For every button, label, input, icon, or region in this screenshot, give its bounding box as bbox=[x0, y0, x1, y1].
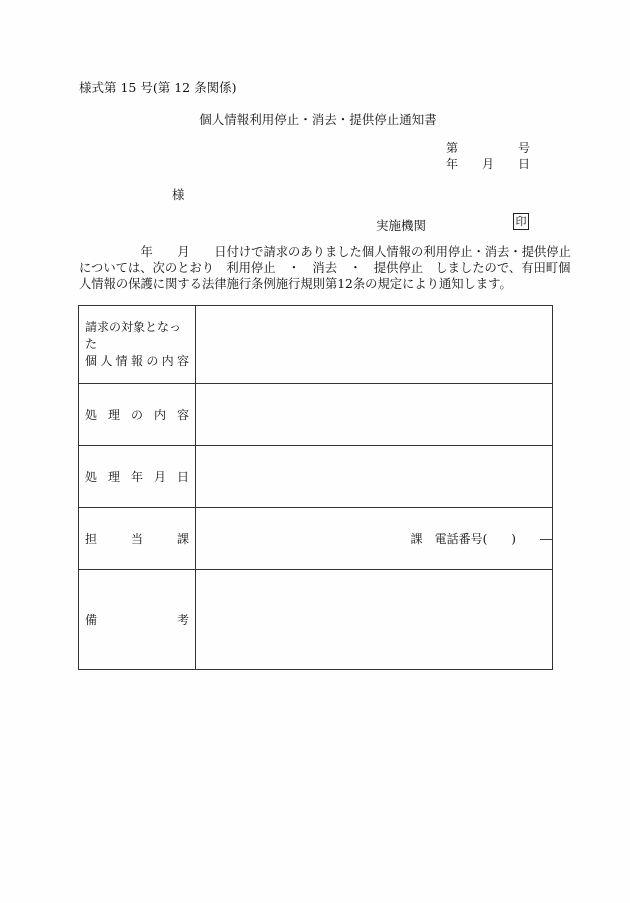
label-char: 理 bbox=[107, 408, 120, 422]
label-char: 備 bbox=[85, 613, 98, 627]
addressee-honorific: 様 bbox=[172, 187, 185, 202]
notice-details-table bbox=[78, 305, 553, 670]
value-processing-content[interactable] bbox=[196, 384, 553, 446]
label-char: 内 bbox=[153, 408, 166, 422]
label-target-info bbox=[79, 306, 196, 384]
label-target-info-line-1: 請求の対象となった bbox=[85, 320, 182, 351]
table-row-target-info bbox=[79, 306, 553, 384]
label-char: の bbox=[146, 354, 159, 368]
label-char: 年 bbox=[130, 470, 143, 484]
label-char: 理 bbox=[107, 470, 120, 484]
label-char: 月 bbox=[153, 470, 166, 484]
label-char: 考 bbox=[176, 613, 189, 627]
date-day: 日 bbox=[517, 157, 530, 171]
label-processing-content bbox=[79, 384, 196, 446]
value-remarks[interactable] bbox=[196, 570, 553, 670]
notice-body-line-1: 年 月 日付けで請求のありました個人情報の利用停止・消去・提供停止 bbox=[79, 245, 571, 259]
label-char: 容 bbox=[176, 408, 189, 422]
table-row-remarks bbox=[79, 570, 553, 670]
notice-body-line-3: 人情報の保護に関する法律施行条例施行規則第12条の規定により通知します。 bbox=[79, 277, 512, 291]
document-number-line bbox=[446, 139, 530, 156]
label-char: 処 bbox=[85, 470, 98, 484]
label-char: 情 bbox=[115, 354, 128, 368]
notice-body bbox=[79, 244, 571, 292]
notice-body-line-2: については、次のとおり 利用停止 ・ 消去 ・ 提供停止 しましたので、有田町個 bbox=[79, 261, 571, 275]
value-department-phone[interactable]: 課 電話番号( ) ― bbox=[196, 508, 553, 570]
document-title: 個人情報利用停止・消去・提供停止通知書 bbox=[199, 112, 437, 127]
date-month: 月 bbox=[481, 157, 494, 171]
table-row-department bbox=[79, 508, 553, 570]
value-processing-date[interactable] bbox=[196, 446, 553, 508]
issuer-label: 実施機関 bbox=[376, 218, 427, 233]
label-char: 担 bbox=[85, 532, 98, 546]
label-char: 当 bbox=[130, 532, 143, 546]
label-char: 日 bbox=[176, 470, 189, 484]
date-year: 年 bbox=[446, 157, 459, 171]
label-remarks bbox=[79, 570, 196, 670]
number-prefix: 第 bbox=[446, 141, 459, 155]
label-char: 処 bbox=[85, 408, 98, 422]
label-char: の bbox=[130, 408, 143, 422]
label-char: 容 bbox=[176, 354, 189, 368]
form-number: 様式第 15 号(第 12 条関係) bbox=[79, 80, 237, 95]
label-target-info-line-2 bbox=[85, 353, 189, 370]
number-suffix: 号 bbox=[517, 141, 530, 155]
table-row-processing-date bbox=[79, 446, 553, 508]
label-char: 個 bbox=[85, 354, 98, 368]
label-char: 内 bbox=[161, 354, 174, 368]
document-date-line bbox=[446, 155, 530, 172]
value-target-info[interactable] bbox=[196, 306, 553, 384]
label-processing-date bbox=[79, 446, 196, 508]
label-char: 課 bbox=[176, 532, 189, 546]
label-char: 人 bbox=[100, 354, 113, 368]
seal-stamp-box: 印 bbox=[513, 213, 529, 230]
table-row-processing-content bbox=[79, 384, 553, 446]
label-char: 報 bbox=[130, 354, 143, 368]
label-department bbox=[79, 508, 196, 570]
